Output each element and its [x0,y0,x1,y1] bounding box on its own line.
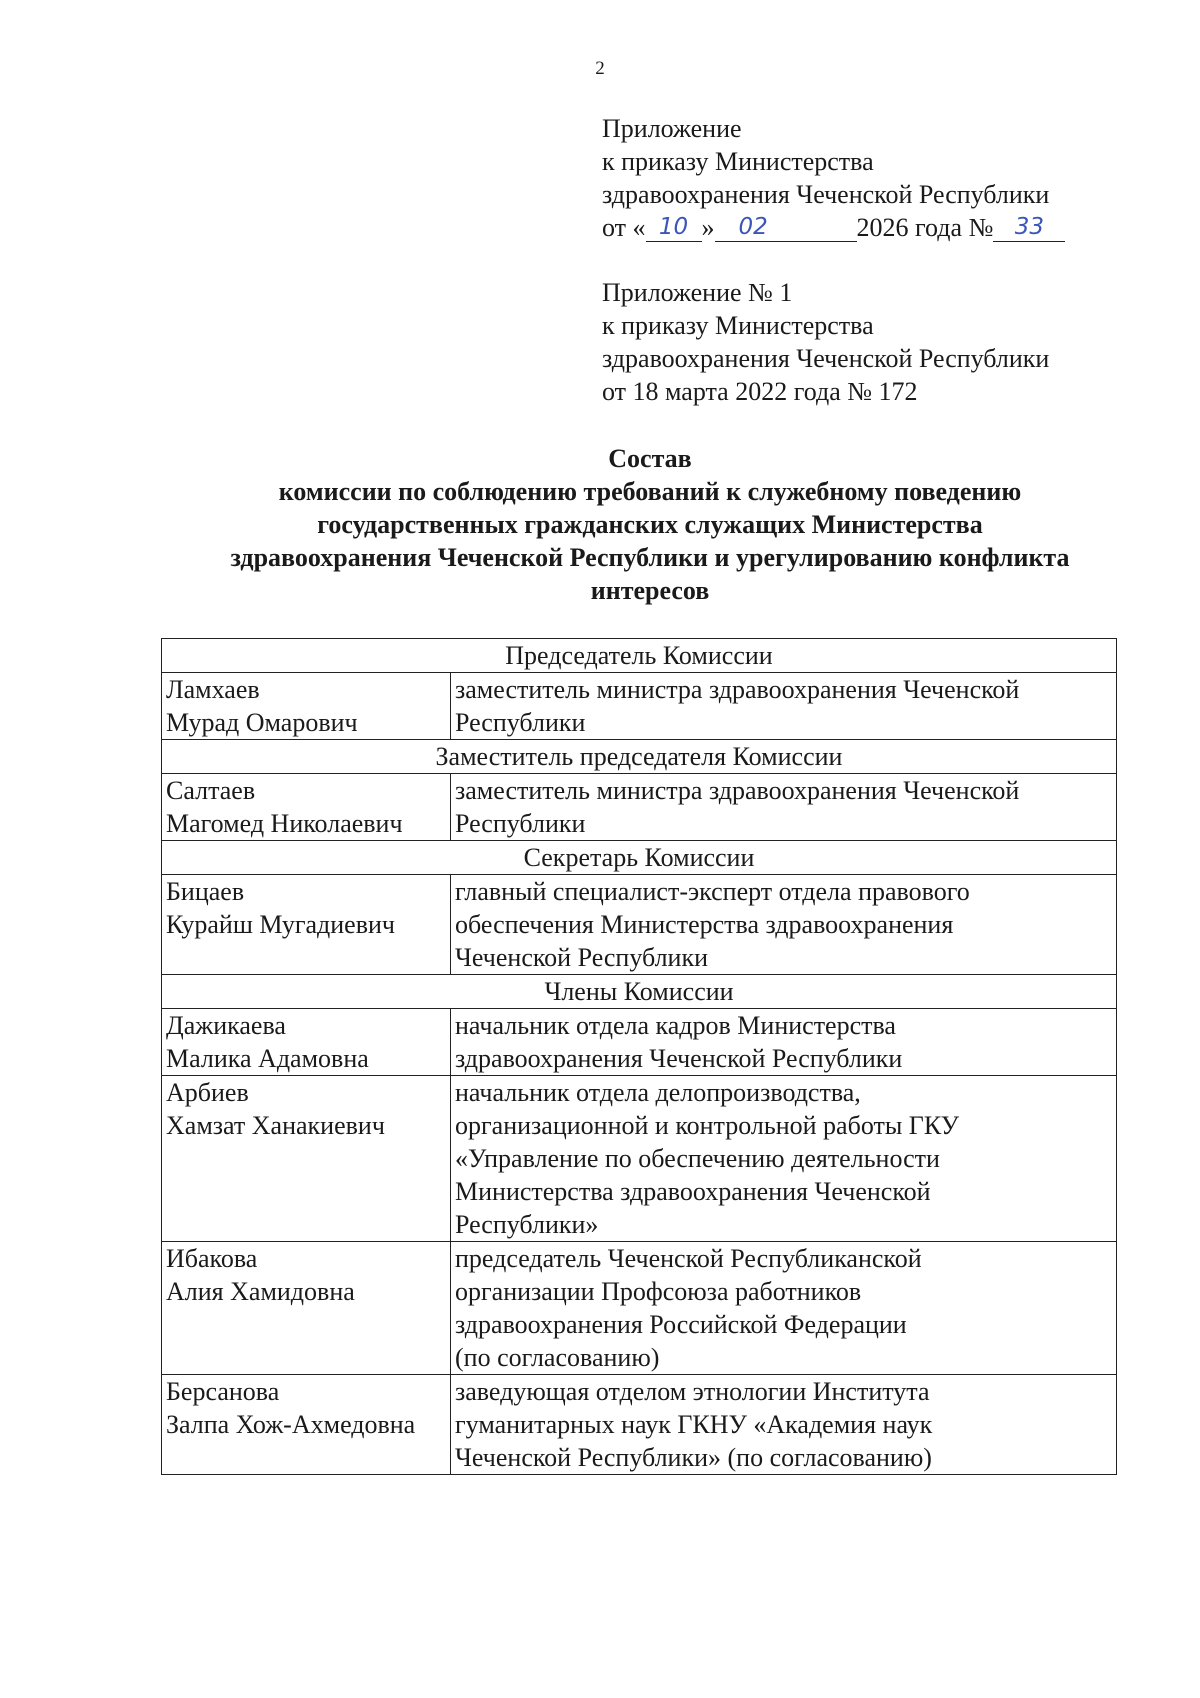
role-line: организационной и контрольной работы ГКУ [455,1111,960,1140]
appendix-header [602,112,1065,244]
role-line: заместитель министра здравоохранения Чеченской [455,776,1020,805]
appendix-line: здравоохранения Чеченской Республики [602,344,1050,373]
table-row [162,1009,1117,1076]
name-cell [162,1242,451,1375]
role-line: «Управление по обеспечению деятельности [455,1144,940,1173]
appendix-line: к приказу Министерства [602,311,874,340]
commission-table [161,638,1117,1475]
section-row [162,975,1117,1009]
role-line: гуманитарных наук ГКНУ «Академия наук [455,1410,933,1439]
handwritten-month: 02 [738,214,768,240]
table-row [162,673,1117,740]
appendix-line: Приложение [602,114,742,143]
role-line: (по согласованию) [455,1343,660,1372]
given-name: Хамзат Ханакиевич [166,1111,385,1140]
surname: Ламхаев [166,675,260,704]
role-cell [451,1076,1117,1242]
handwritten-number: 33 [1014,214,1045,240]
role-line: обеспечения Министерства здравоохранения [455,910,954,939]
title-line: Состав [608,444,692,473]
role-line: начальник отдела кадров Министерства [455,1011,896,1040]
surname: Ибакова [166,1244,258,1273]
role-line: Чеченской Республики [455,943,709,972]
surname: Салтаев [166,776,256,805]
section-heading: Председатель Комиссии [162,639,1117,673]
role-cell [451,1375,1117,1475]
role-line: начальник отдела делопроизводства, [455,1078,861,1107]
surname: Берсанова [166,1377,280,1406]
role-line: заведующая отделом этнологии Института [455,1377,930,1406]
table-row [162,1375,1117,1475]
date-prefix: от « [602,213,646,242]
title-line: здравоохранения Чеченской Республики и урегулированию конфликта [230,543,1070,572]
title-line: комиссии по соблюдению требований к служебному поведению [278,477,1022,506]
name-cell [162,1076,451,1242]
appendix-line: Приложение № 1 [602,278,793,307]
name-cell [162,1009,451,1076]
date-mid: » [701,213,715,242]
role-cell [451,774,1117,841]
appendix-line: здравоохранения Чеченской Республики [602,180,1050,209]
section-row [162,841,1117,875]
role-line: организации Профсоюза работников [455,1277,862,1306]
section-heading: Члены Комиссии [162,975,1117,1009]
role-line: Республики» [455,1210,599,1239]
role-line: здравоохранения Чеченской Республики [455,1044,903,1073]
year-text: 2026 года № [856,213,994,242]
given-name: Алия Хамидовна [166,1277,355,1306]
role-line: Республики [455,809,586,838]
name-cell [162,875,451,975]
given-name: Залпа Хож-Ахмедовна [166,1410,416,1439]
table-row [162,875,1117,975]
role-line: здравоохранения Российской Федерации [455,1310,907,1339]
previous-appendix [602,276,1049,408]
role-cell [451,1242,1117,1375]
given-name: Курайш Мугадиевич [166,910,395,939]
name-cell [162,1375,451,1475]
section-row [162,639,1117,673]
appendix-date-line [602,211,1065,244]
page-number: 2 [595,58,605,79]
section-heading: Заместитель председателя Комиссии [162,740,1117,774]
appendix-line: от 18 марта 2022 года № 172 [602,377,918,406]
title-line: интересов [590,576,710,605]
section-heading: Секретарь Комиссии [162,841,1117,875]
month-blank [715,214,857,242]
role-line: Министерства здравоохранения Чеченской [455,1177,931,1206]
role-cell [451,673,1117,740]
role-cell [451,1009,1117,1076]
surname: Дажикаева [166,1011,286,1040]
given-name: Мурад Омарович [166,708,358,737]
surname: Арбиев [166,1078,249,1107]
section-row [162,740,1117,774]
given-name: Малика Адамовна [166,1044,369,1073]
role-line: заместитель министра здравоохранения Чеченской [455,675,1020,704]
surname: Бицаев [166,877,245,906]
role-cell [451,875,1117,975]
handwritten-day: 10 [658,214,689,240]
name-cell [162,774,451,841]
given-name: Магомед Николаевич [166,809,403,838]
table-row [162,774,1117,841]
role-line: главный специалист-эксперт отдела правового [455,877,970,906]
table-row [162,1076,1117,1242]
title-line: государственных гражданских служащих Министерства [317,510,983,539]
name-cell [162,673,451,740]
number-blank [993,214,1065,242]
appendix-line: к приказу Министерства [602,147,874,176]
document-title [0,442,1200,607]
role-line: Республики [455,708,586,737]
day-blank [646,214,702,242]
table-row [162,1242,1117,1375]
role-line: Чеченской Республики» (по согласованию) [455,1443,932,1472]
role-line: председатель Чеченской Республиканской [455,1244,922,1273]
